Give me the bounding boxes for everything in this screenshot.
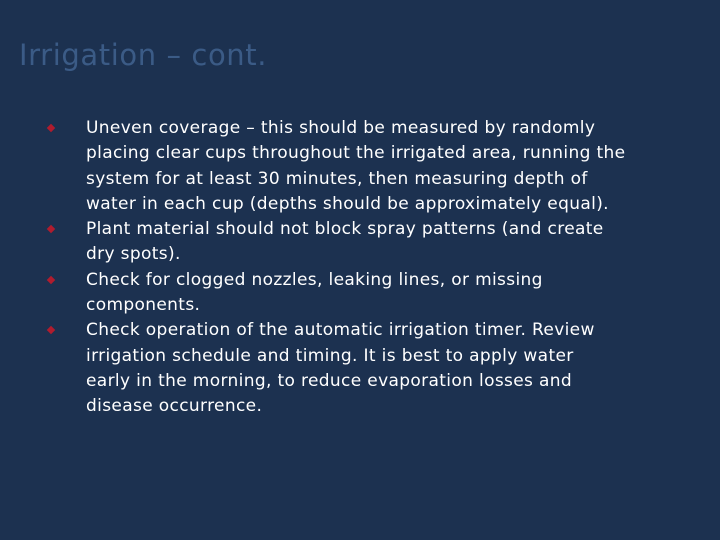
bullet-item	[48, 217, 708, 268]
bullet-line: system for at least 30 minutes, then measuring depth of	[86, 168, 588, 189]
slide-title: Irrigation – cont.	[19, 38, 268, 72]
bullet-line: Check for clogged nozzles, leaking lines, or missing	[86, 269, 543, 290]
bullet-item	[48, 116, 708, 217]
bullet-line: Uneven coverage – this should be measured by randomly	[86, 118, 596, 138]
diamond-bullet-icon	[47, 276, 55, 284]
bullet-list	[48, 116, 708, 420]
bullet-line: irrigation schedule and timing. It is best to apply water	[86, 345, 574, 366]
diamond-bullet-icon	[47, 124, 55, 132]
bullet-line: Check operation of the automatic irrigation timer. Review	[86, 320, 595, 341]
bullet-line: early in the morning, to reduce evaporation losses and	[86, 370, 573, 391]
diamond-bullet-icon	[47, 326, 55, 334]
bullet-line: Plant material should not block spray patterns (and create	[86, 219, 604, 240]
bullet-line: placing clear cups throughout the irrigated area, running the	[86, 143, 626, 164]
bullet-item	[48, 268, 708, 319]
bullet-line: disease occurrence.	[86, 396, 263, 417]
diamond-bullet-icon	[47, 225, 55, 233]
bullet-line: water in each cup (depths should be approximately equal).	[86, 193, 609, 214]
bullet-item	[48, 318, 708, 419]
bullet-line: components.	[86, 295, 201, 316]
bullet-line: dry spots).	[86, 244, 181, 265]
